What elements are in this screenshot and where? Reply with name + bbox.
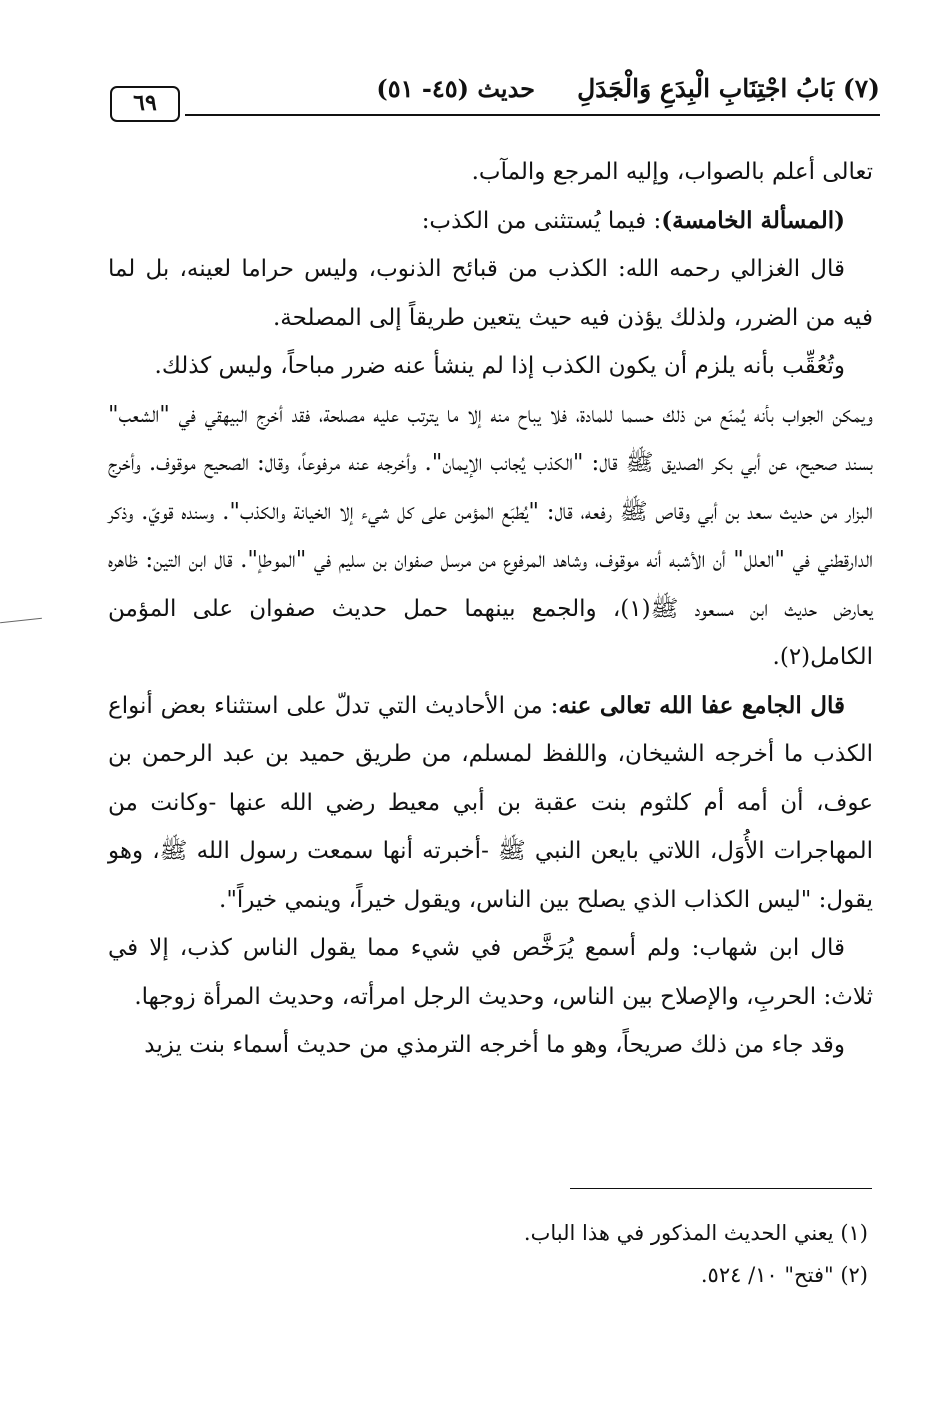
paragraph [108,148,873,197]
paragraph [108,1021,873,1070]
chapter-title: (٧) بَابُ اجْتِنَابِ الْبِدَعِ وَالْجَدَلِ [577,74,880,103]
paragraph-text: : من الأحاديث التي تدلّ على استثناء بعض أنواع الكذب ما أخرجه الشيخان، واللفظ لمسلم، من طريق حميد بن عبد الرحمن بن عوف، أن أمه أم كلثوم بنت عقبة بن أبي معيط رضي الله عنها -وكانت من المهاجرات الأُوَل، اللاتي بايعن النبي ﷺ -أخبرته أنها سمعت رسول الله ﷺ، وهو يقول: "ليس الكذاب الذي يصلح بين الناس، ويقول خيراً، وينمي خيراً". [108,692,873,913]
paragraph-text: وقد جاء من ذلك صريحاً، وهو ما أخرجه الترمذي من حديث أسماء بنت يزيد [144,1032,845,1058]
paragraph [108,245,873,342]
hadith-range: حديث (٤٥- ٥١) [376,74,535,103]
compiler-heading: قال الجامع عفا الله تعالى عنه [558,691,846,719]
issue-heading: (المسألة الخامسة) [661,206,845,234]
running-header [110,70,880,122]
paragraph [108,924,873,1021]
paragraph-text: تعالى أعلم بالصواب، وإليه المرجع والمآب. [471,159,873,185]
paragraph [108,342,873,391]
footnote-rule [570,1188,872,1189]
paragraph [108,391,873,682]
page-number: ٦٩ [110,86,180,122]
paragraph-text: وتُعُقِّب بأنه يلزم أن يكون الكذب إذا لم ينشأ عنه ضرر مباحاً، وليس كذلك. [154,353,845,379]
paragraph-text: قال ابن شهاب: ولم أسمع يُرَخَّص في شيء مما يقول الناس كذب، إلا في ثلاث: الحربِ، والإصلاح بين الناس، وحديث الرجل امرأته، وحديث المرأة زوجها. [108,935,873,1010]
header-rule [185,114,880,116]
main-text [108,148,873,1070]
footnote: (١) يعني الحديث المذكور في هذا الباب. [523,1221,868,1245]
footnote: (٢) "فتح" ١٠/ ٥٢٤. [700,1263,868,1287]
paragraph-text: ويمكن الجواب بأنه يُمنَع من ذلك حسما للمادة، فلا يباح منه إلا ما يترتب عليه مصلحة، فقد أخرج البيهقي في "الشعب" بسند صحيح، عن أبي بكر الصديق ﷺ قال: "الكذب يُجانب الإيمان". وأخرجه عنه مرفوعاً، وقال: الصحيح موقوف. وأخرج البزار من حديث سعد بن أبي وقاص ﷺ رفعه، قال: "يُطبَع المؤمن على كل شيء إلا الخيانة والكذب". وسنده قويّ. وذكر الدارقطني في "العلل" أن الأشبه أنه موقوف، وشاهد المرفوع من مرسل صفوان بن سليم في "الموطإ". قال ابن التين: ظاهره يعارض حديث ابن مسعود ﷺ(١)، والجمع بينهما حمل حديث صفوان على المؤمن الكامل(٢). [108,401,873,670]
scan-mark [0,618,42,623]
paragraph-text: قال الغزالي رحمه الله: الكذب من قبائح الذنوب، وليس حراما لعينه، بل لما فيه من الضرر، ولذلك يؤذن فيه حيث يتعين طريقاً إلى المصلحة. [108,256,873,331]
footnotes [108,1212,868,1296]
paragraph-text: : فيما يُستثنى من الكذب: [421,207,662,234]
paragraph [108,197,873,246]
paragraph [108,682,873,925]
